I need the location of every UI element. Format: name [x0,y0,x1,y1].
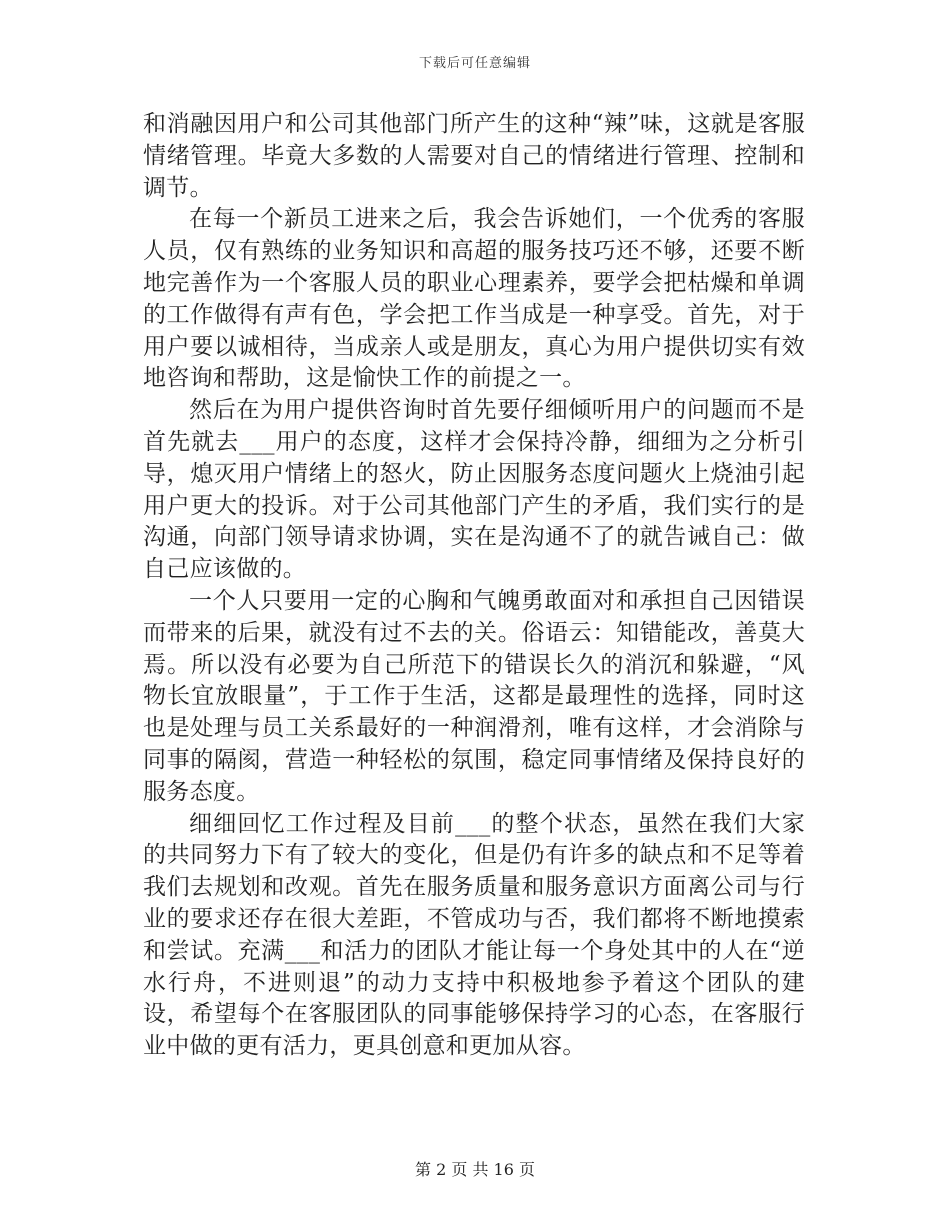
paragraph: 在每一个新员工进来之后，我会告诉她们，一个优秀的客服人员，仅有熟练的业务知识和高超的服务技巧还不够，还要不断地完善作为一个客服人员的职业心理素养，要学会把枯燥和单调的工作做得有声有色，学会把工作当成是一种享受。首先，对于用户要以诚相待，当成亲人或是朋友，真心为用户提供切实有效地咨询和帮助，这是愉快工作的前提之一。 [143,206,805,392]
paragraph: 细细回忆工作过程及目前___的整个状态，虽然在我们大家的共同努力下有了较大的变化，但是仍有许多的缺点和不足等着我们去规划和改观。首先在服务质量和服务意识方面离公司与行业的要求还存在很大差距，不管成功与否，我们都将不断地摸索和尝试。充满___和活力的团队才能让每一个身处其中的人在“逆水行舟，不进则退”的动力支持中积极地参予着这个团队的建设，希望每个在客服团队的同事能够保持学习的心态，在客服行业中做的更有活力，更具创意和更加从容。 [143,810,805,1060]
page-number: 第 2 页 共 16 页 [415,1160,535,1179]
paragraph: 然后在为用户提供咨询时首先要仔细倾听用户的问题而不是首先就去___用户的态度，这样才会保持冷静，细细为之分析引导，熄灭用户情绪上的怒火，防止因服务态度问题火上烧油引起用户更大的投诉。对于公司其他部门产生的矛盾，我们实行的是沟通，向部门领导请求协调，实在是沟通不了的就告诫自己：做自己应该做的。 [143,397,805,583]
document-body [143,109,805,1063]
paragraph: 一个人只要用一定的心胸和气魄勇敢面对和承担自己因错误而带来的后果，就没有过不去的关。俗语云：知错能改，善莫大焉。所以没有必要为自己所范下的错误长久的消沉和躲避，“风物长宜放眼量”，于工作于生活，这都是最理性的选择，同时这也是处理与员工关系最好的一种润滑剂，唯有这样，才会消除与同事的隔阂，营造一种轻松的氛围，稳定同事情绪及保持良好的服务态度。 [143,587,805,805]
paragraph-continuation: 和消融因用户和公司其他部门所产生的这种“辣”味，这就是客服情绪管理。毕竟大多数的人需要对自己的情绪进行管理、控制和调节。 [143,111,805,201]
page-header: 下载后可任意编辑 [418,56,531,71]
